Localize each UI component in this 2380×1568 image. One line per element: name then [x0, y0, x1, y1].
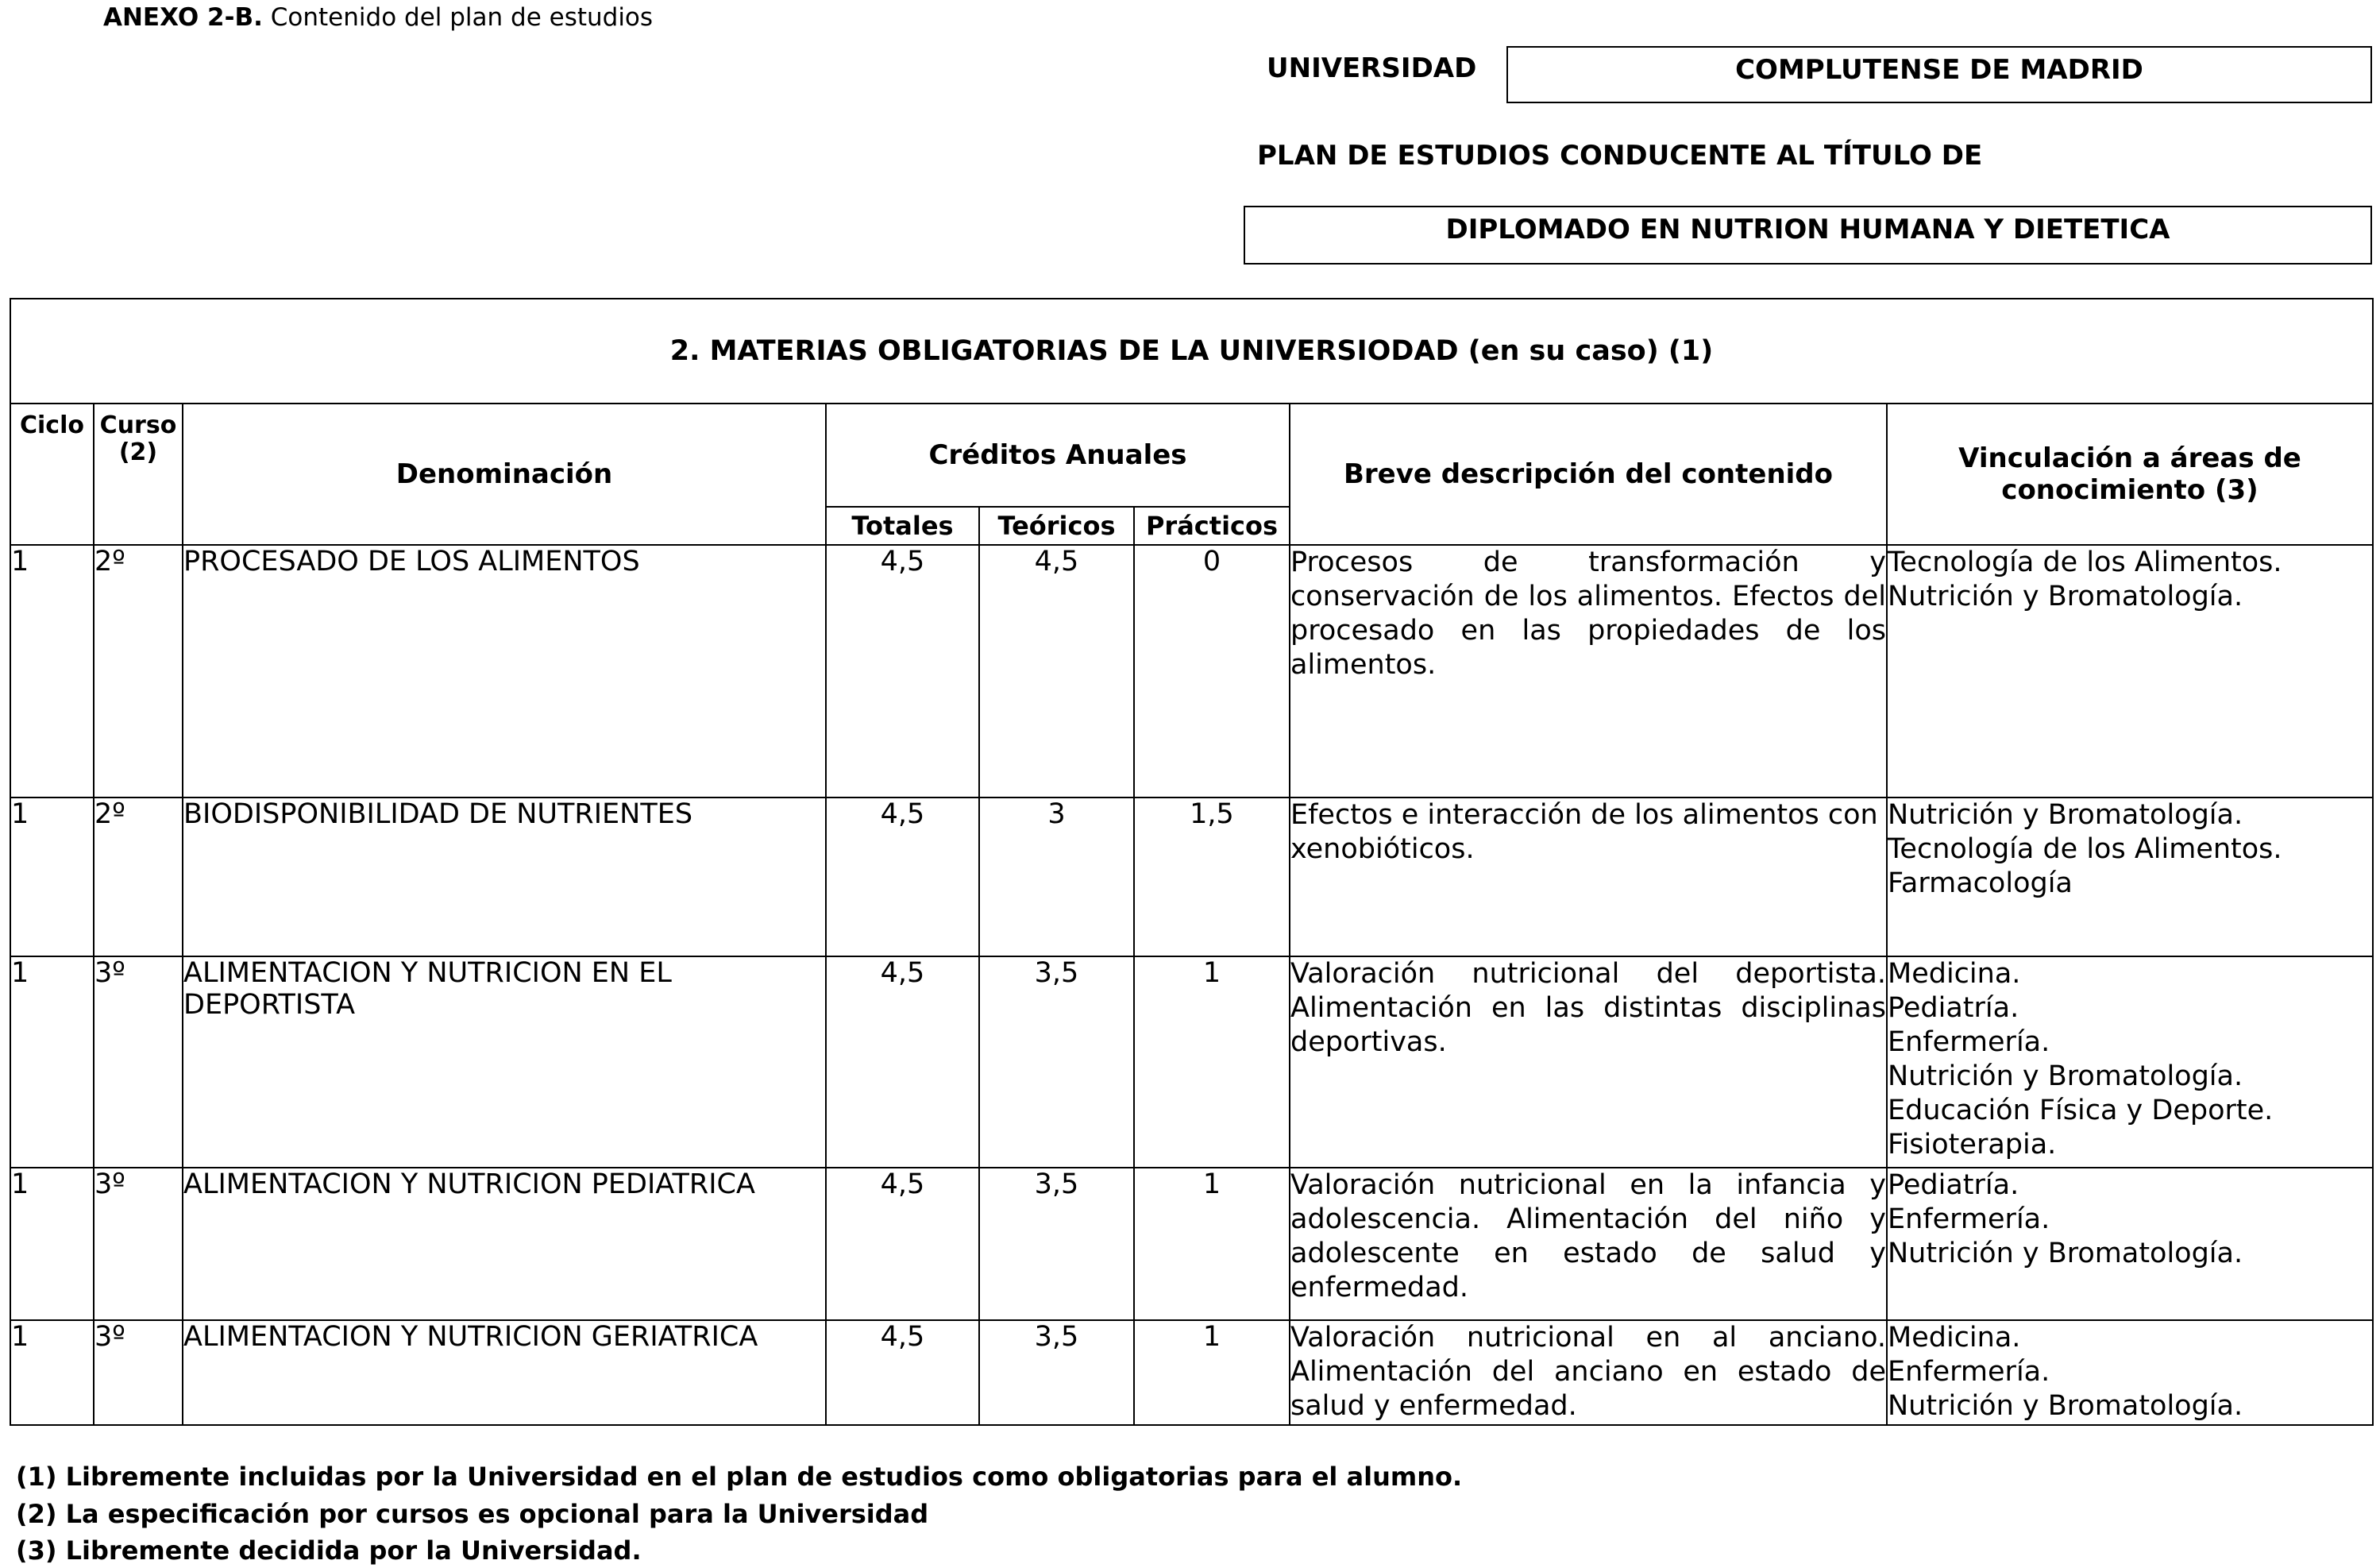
cell-ciclo: 1	[10, 1320, 94, 1425]
area-item: Enfermería.	[1888, 1026, 2050, 1058]
cell-totales: 4,5	[826, 1320, 979, 1425]
cell-totales: 4,5	[826, 956, 979, 1168]
area-item: Farmacología	[1888, 867, 2073, 899]
cell-denominacion: ALIMENTACION Y NUTRICION GERIATRICA	[183, 1320, 826, 1425]
area-item: Nutrición y Bromatología.	[1888, 1060, 2243, 1092]
cell-ciclo: 1	[10, 956, 94, 1168]
area-item: Nutrición y Bromatología.	[1888, 581, 2243, 612]
annex-label: ANEXO 2-B.	[103, 3, 263, 32]
table-row	[10, 798, 2373, 956]
subjects-table	[10, 298, 2374, 1426]
col-totales: Totales	[826, 507, 979, 545]
footnote-2: (2) La especificación por cursos es opcional para la Universidad	[16, 1499, 929, 1529]
table-row	[10, 1168, 2373, 1320]
col-vinculacion: Vinculación a áreas de conocimiento (3)	[1887, 404, 2373, 545]
cell-teoricos: 3,5	[979, 1168, 1134, 1320]
cell-teoricos: 3,5	[979, 1320, 1134, 1425]
cell-areas	[1887, 956, 2373, 1168]
cell-totales: 4,5	[826, 545, 979, 798]
cell-teoricos: 4,5	[979, 545, 1134, 798]
cell-practicos: 1	[1134, 1168, 1290, 1320]
cell-practicos: 1,5	[1134, 798, 1290, 956]
cell-areas	[1887, 1320, 2373, 1425]
cell-practicos: 1	[1134, 1320, 1290, 1425]
area-item: Enfermería.	[1888, 1203, 2050, 1235]
footnote-1: (1) Libremente incluidas por la Universidad en el plan de estudios como obligatorias para el alumno.	[16, 1462, 1463, 1492]
cell-descripcion: Efectos e interacción de los alimentos con xenobióticos.	[1290, 798, 1887, 956]
cell-areas	[1887, 1168, 2373, 1320]
col-ciclo: Ciclo	[10, 404, 94, 545]
cell-ciclo: 1	[10, 798, 94, 956]
area-item: Fisioterapia.	[1888, 1129, 2057, 1161]
cell-curso: 3º	[94, 956, 183, 1168]
area-item: Nutrición y Bromatología.	[1888, 1238, 2243, 1269]
col-curso: Curso (2)	[94, 404, 183, 545]
table-row	[10, 956, 2373, 1168]
area-item: Pediatría.	[1888, 1169, 2019, 1201]
cell-teoricos: 3,5	[979, 956, 1134, 1168]
annex-text: Contenido del plan de estudios	[270, 3, 654, 32]
cell-descripcion: Valoración nutricional en al anciano. Alimentación del anciano en estado de salud y enfermedad.	[1290, 1320, 1887, 1425]
cell-descripcion: Procesos de transformación y conservación de los alimentos. Efectos del procesado en las propiedades de los alimentos.	[1290, 545, 1887, 798]
col-teoricos: Teóricos	[979, 507, 1134, 545]
annex-heading	[103, 3, 653, 32]
table-caption: 2. MATERIAS OBLIGATORIAS DE LA UNIVERSIODAD (en su caso) (1)	[10, 299, 2373, 404]
area-item: Educación Física y Deporte.	[1888, 1095, 2274, 1126]
cell-practicos: 0	[1134, 545, 1290, 798]
area-item: Nutrición y Bromatología.	[1888, 799, 2243, 831]
col-practicos: Prácticos	[1134, 507, 1290, 545]
area-item: Pediatría.	[1888, 992, 2019, 1024]
footnote-3: (3) Libremente decidida por la Universidad.	[16, 1535, 642, 1566]
cell-denominacion: ALIMENTACION Y NUTRICION EN EL DEPORTISTA	[183, 956, 826, 1168]
area-item: Medicina.	[1888, 1322, 2021, 1354]
cell-ciclo: 1	[10, 545, 94, 798]
col-denominacion: Denominación	[183, 404, 826, 545]
cell-curso: 2º	[94, 545, 183, 798]
area-item: Enfermería.	[1888, 1356, 2050, 1388]
cell-denominacion: BIODISPONIBILIDAD DE NUTRIENTES	[183, 798, 826, 956]
table-row	[10, 545, 2373, 798]
degree-value: DIPLOMADO EN NUTRION HUMANA Y DIETETICA	[1244, 206, 2372, 265]
cell-curso: 3º	[94, 1320, 183, 1425]
cell-areas	[1887, 798, 2373, 956]
cell-totales: 4,5	[826, 798, 979, 956]
cell-areas	[1887, 545, 2373, 798]
plan-label: PLAN DE ESTUDIOS CONDUCENTE AL TÍTULO DE	[1257, 140, 1983, 172]
area-item: Medicina.	[1888, 958, 2021, 990]
area-item: Nutrición y Bromatología.	[1888, 1390, 2243, 1422]
cell-denominacion: PROCESADO DE LOS ALIMENTOS	[183, 545, 826, 798]
cell-denominacion: ALIMENTACION Y NUTRICION PEDIATRICA	[183, 1168, 826, 1320]
cell-teoricos: 3	[979, 798, 1134, 956]
cell-descripcion: Valoración nutricional del deportista. Alimentación en las distintas disciplinas deportivas.	[1290, 956, 1887, 1168]
cell-totales: 4,5	[826, 1168, 979, 1320]
area-item: Tecnología de los Alimentos.	[1888, 546, 2282, 578]
table-row	[10, 1320, 2373, 1425]
cell-descripcion: Valoración nutricional en la infancia y adolescencia. Alimentación del niño y adolescente en estado de salud y enfermedad.	[1290, 1168, 1887, 1320]
area-item: Tecnología de los Alimentos.	[1888, 833, 2282, 865]
col-descripcion: Breve descripción del contenido	[1290, 404, 1887, 545]
cell-practicos: 1	[1134, 956, 1290, 1168]
university-label: UNIVERSIDAD	[1267, 52, 1477, 84]
university-value: COMPLUTENSE DE MADRID	[1506, 46, 2372, 103]
cell-curso: 3º	[94, 1168, 183, 1320]
cell-curso: 2º	[94, 798, 183, 956]
cell-ciclo: 1	[10, 1168, 94, 1320]
col-creditos: Créditos Anuales	[826, 404, 1290, 507]
